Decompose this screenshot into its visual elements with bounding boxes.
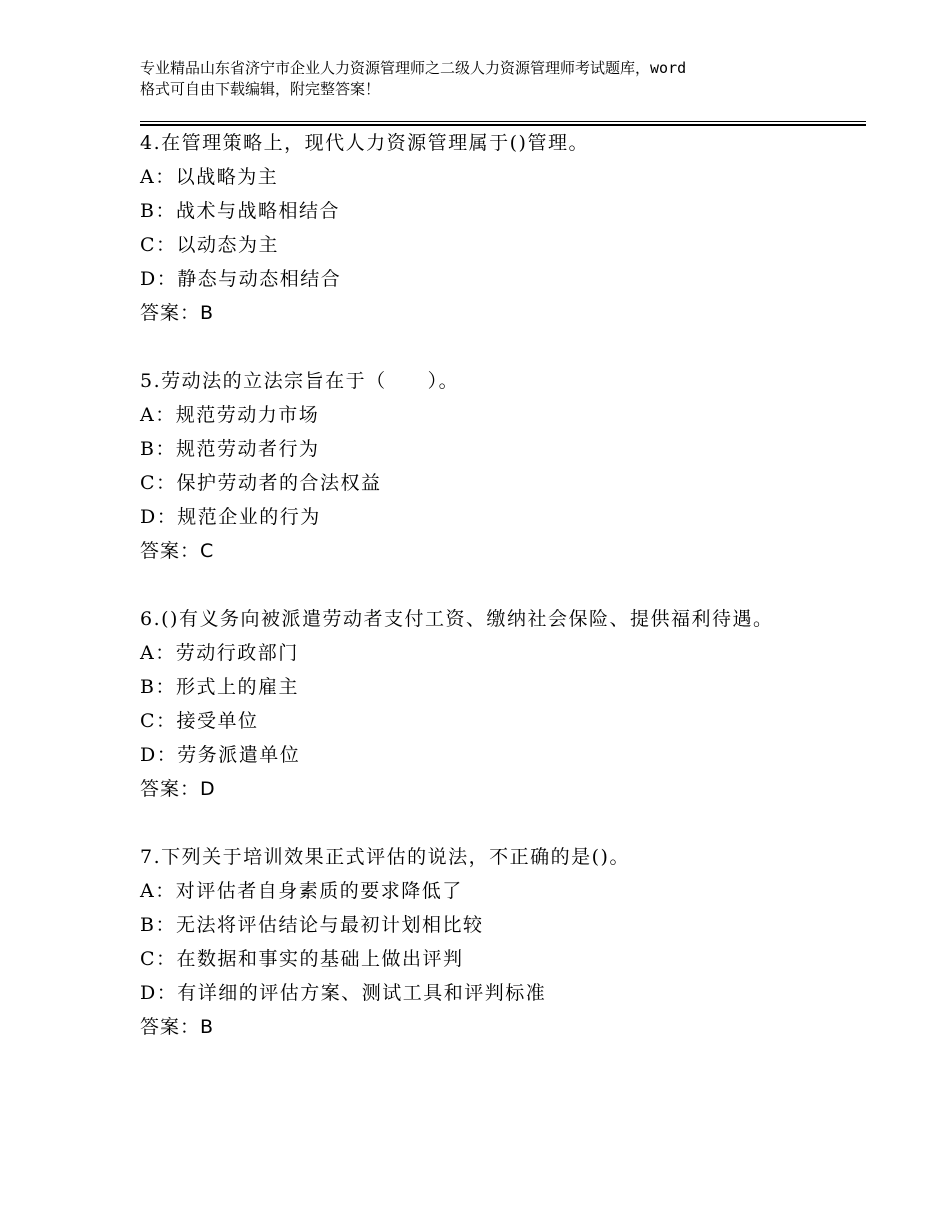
option-b: B：战术与战略相结合 [140,200,340,222]
option-b: B：规范劳动者行为 [140,438,320,460]
header-line-1: 专业精品山东省济宁市企业人力资源管理师之二级人力资源管理师考试题库，word [140,59,687,77]
option-c: C：保护劳动者的合法权益 [140,472,382,494]
option-c: C：在数据和事实的基础上做出评判 [140,948,464,970]
option-d: D：劳务派遣单位 [140,744,301,766]
answer: 答案：B [140,302,215,324]
option-c: C：以动态为主 [140,234,280,256]
question-stem: 6.()有义务向被派遣劳动者支付工资、缴纳社会保险、提供福利待遇。 [140,608,774,630]
question-7 [140,840,860,1044]
answer: 答案：D [140,778,216,800]
option-b: B：无法将评估结论与最初计划相比较 [140,914,484,936]
header-line-2: 格式可自由下载编辑，附完整答案！ [140,80,381,98]
page-header [140,58,840,100]
option-c: C：接受单位 [140,710,259,732]
question-stem: 5.劳动法的立法宗旨在于（ ）。 [140,370,460,392]
question-6 [140,602,860,806]
answer: 答案：C [140,540,215,562]
question-4 [140,126,860,330]
answer: 答案：B [140,1016,215,1038]
option-a: A：劳动行政部门 [140,642,299,664]
option-d: D：静态与动态相结合 [140,268,342,290]
option-b: B：形式上的雇主 [140,676,299,698]
question-stem: 4.在管理策略上，现代人力资源管理属于()管理。 [140,132,589,154]
question-5 [140,364,860,568]
option-d: D：有详细的评估方案、测试工具和评判标准 [140,982,547,1004]
question-list [140,126,860,1078]
option-a: A：对评估者自身素质的要求降低了 [140,880,463,902]
option-a: A：以战略为主 [140,166,279,188]
option-d: D：规范企业的行为 [140,506,321,528]
question-stem: 7.下列关于培训效果正式评估的说法，不正确的是()。 [140,846,630,868]
option-a: A：规范劳动力市场 [140,404,320,426]
